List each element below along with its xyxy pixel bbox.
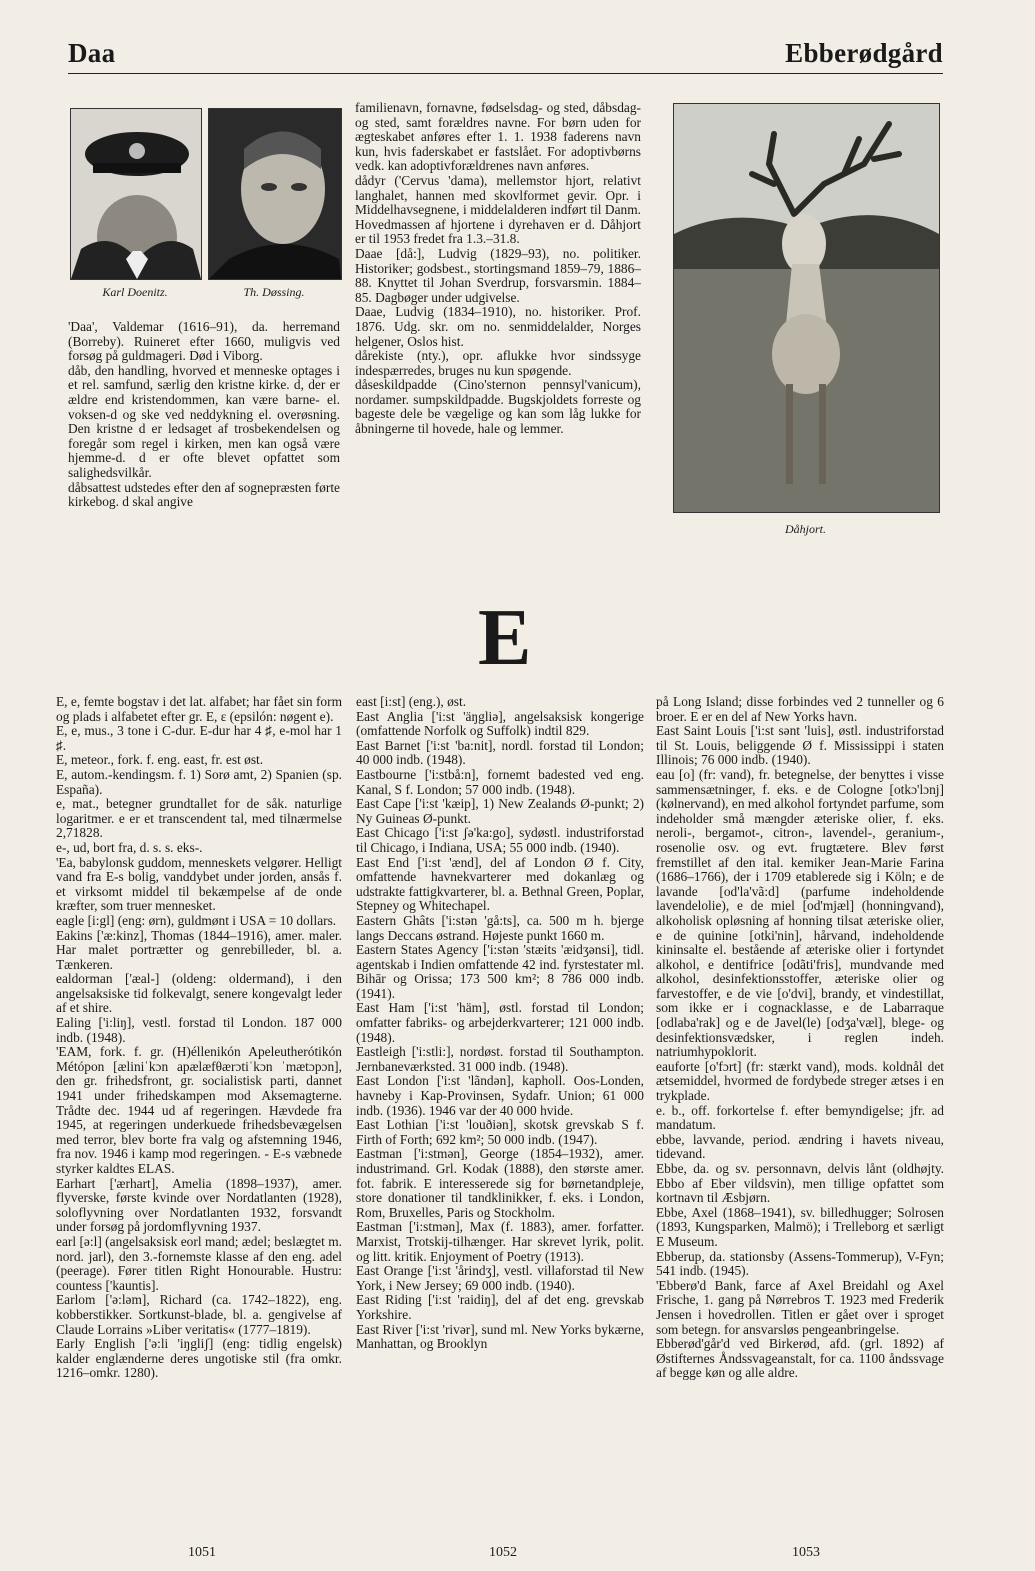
entry-east-end: East End ['i:st 'ænd], del af London Ø f. City, omfattende havnekvarterer med dokanlæg og udstrakte fattigkvarterer, bl. a. Bethnal Green, Poplar, Stepney og Whitechapel. — [356, 854, 644, 914]
entry-e-mat: e, mat., betegner grundtallet for de såk. naturlige logaritmer. e er et transcendent tal, med tilnærmelse 2,71828. — [56, 796, 342, 841]
entry-daarekiste: dårekiste (nty.), opr. aflukke hvor sindssyge indespærredes, bruges nu kun spøgende. — [355, 348, 641, 378]
header-left-word: Daa — [68, 38, 116, 68]
entry-eb: e. b., off. forkortelse f. efter bemyndigelse; jfr. ad mandatum. — [656, 1102, 944, 1133]
bottom-column-3 — [656, 695, 944, 1381]
entry-daabsattest: dåbsattest udstedes efter den af sognepræsten førte kirkebog. d skal angive — [68, 479, 340, 510]
entry-daab: dåb, den handling, hvorved et menneske optages i et rel. samfund, særlig den kristne kirke. d, der er ældre end kristendommen, kan være barne- el. voksen-d og ske ved neddykning el. overøsning. Den kristne d er ledsaget af trosbekendelsen og foregår som regel i kirken, men kan også være hjemme-d. d er ofte blevet opfattet som salighedsvilkår. — [68, 362, 340, 480]
top-column-2 — [355, 101, 641, 437]
entry-e-prefix: e-, ud, bort fra, d. s. s. eks-. — [56, 839, 203, 855]
page-number-right: 1053 — [792, 1545, 820, 1560]
entry-east-orange: East Orange ['i:st 'årindʒ], vestl. villaforstad til New York, i New Jersey; 69 000 indb. (1940). — [356, 1263, 644, 1293]
entry-daadyr: dådyr ('Cervus 'dama), mellemstor hjort, relativt langhalet, hannen med skovlformet gevir. Opr. i Middelhavsegnene, i middelalderen indført til Danm. Hovedmassen af hjortene i dyrehaven er d. Dåhjort er til 1953 fredet fra 1.3.–31.8. — [355, 172, 641, 247]
entry-east-lothian: East Lothian ['i:st 'louðiən], skotsk grevskab S f. Firth of Forth; 692 km²; 50 000 indb. (1947). — [356, 1117, 644, 1147]
entry-e-mus: E, e, mus., 3 tone i C-dur. E-dur har 4 ♯, e-mol har 1 ♯. — [56, 723, 342, 753]
caption-daahjort: Dåhjort. — [784, 522, 826, 536]
entry-earl: earl [ə:l] (angelsaksisk eorl mand; ædel; beslægtet m. nord. jarl), den 3.-fornemste klasse af den eng. adel (peerage). Fører titlen Right Honourable. Hustru: countess ['kauntis]. — [56, 1233, 342, 1293]
entry-east-river-cont: på Long Island; disse forbindes ved 2 tunneller og 6 broer. E er en del af New Yorks havn. — [656, 694, 944, 724]
entry-ebbe-lavvande: ebbe, lavvande, period. ændring i havets niveau, tidevand. — [656, 1131, 944, 1162]
entry-ebberod-bank: 'Ebberø'd Bank, farce af Axel Breidahl og Axel Frische, 1. gang på Nørrebros T. 1923 med Frederik Jensen i hovedrollen. Titlen er gået over i sproget som betegn. for ansvarsløs pengeanbringelse. — [656, 1277, 944, 1337]
entry-daaseskildpadde: dåseskildpadde (Cino'sternon pennsyl'vanicum), nordamer. sumpskildpadde. Bugskjoldets forreste og bageste dele be vægelige og kan som låg lukke for åbningerne til hovede, hale og lemmer. — [355, 377, 641, 437]
fallow-deer-photo — [673, 103, 940, 513]
entry-ealing: Ealing ['i:liŋ], vestl. forstad til London. 187 000 indb. (1948). — [56, 1015, 342, 1045]
caption-dossing: Th. Døssing. — [243, 285, 305, 299]
entry-ebberup: Ebberup, da. stationsby (Assens-Tommerup), V-Fyn; 541 indb. (1945). — [656, 1248, 944, 1279]
entry-ea: 'Ea, babylonsk guddom, menneskets velgører. Helligt vand fra E-s bolig, vanddybet under jorden, ansås f. et virksomt middel til bekæmpelse af de onde kræfter, som truer mennesket. — [56, 854, 342, 914]
entry-eastern-ghats: Eastern Ghâts ['i:stən 'gå:ts], ca. 500 m h. bjerge langs Deccans østrand. Højeste punkt 1660 m. — [356, 912, 644, 943]
entry-eakins: Eakins ['æ:kinz], Thomas (1844–1916), amer. maler. Har malet portrætter og genrebilleder, bl. a. Tænkeren. — [56, 927, 342, 972]
entry-early-english: Early English ['ə:li 'iŋgliʃ] (eng: tidlig engelsk) kalder englænderne deres ungotiske stil (fra omkr. 1216–omkr. 1280). — [56, 1336, 342, 1381]
entry-daa-valdemar: 'Daa', Valdemar (1616–91), da. herremand (Borreby). Ruineret efter 1660, muligvis ved forsøg på guldmageri. Død i Viborg. — [68, 319, 340, 364]
portrait-photo-dossing — [208, 108, 342, 280]
entry-east-barnet: East Barnet ['i:st 'ba:nit], nordl. forstad til London; 40 000 indb. (1948). — [356, 737, 644, 768]
entry-east-chicago: East Chicago ['i:st ʃə'ka:go], sydøstl. industriforstad til Chicago, i Indiana, USA; 55 000 indb. (1940). — [356, 825, 644, 855]
entry-eastleigh: Eastleigh ['i:stli:], nordøst. forstad til Southampton. Jernbaneværksted. 31 000 indb. (1948). — [356, 1044, 644, 1074]
entry-earhart: Earhart ['ærhart], Amelia (1898–1937), amer. flyverske, første kvinde over Nordatlanten (1928), soloflyvning over Nordatlanten 1932, forsvandt under forsøg på jordomflyvning 1937. — [56, 1175, 342, 1235]
entry-east-saint-louis: East Saint Louis ['i:st sənt 'luis], østl. industriforstad til St. Louis, beliggende Ø f. Mississippi i staten Illinois; 76 000 indb. (1940). — [656, 723, 944, 768]
header-right-word: Ebberødgård — [785, 38, 943, 68]
page-number-left: 1051 — [188, 1545, 216, 1560]
caption-doenitz: Karl Doenitz. — [102, 285, 168, 299]
entry-ealdorman: ealdorman ['æal-] (oldeng: oldermand), i den angelsaksiske tid folkevalgt, senere kongevalgt leder af et shire. — [56, 971, 342, 1016]
entry-e-meteor: E, meteor., fork. f. eng. east, fr. est øst. — [56, 752, 264, 768]
entry-east: east [i:st] (eng.), øst. — [356, 694, 467, 709]
entry-eau: eau [o] (fr: vand), fr. betegnelse, der benyttes i visse sammensætninger, f. eks. e de Cologne [otkɔ'lɔnj] (kølnervand), en med alkohol fortyndet parfume, som indeholder små mængder æteriske olier, f. eks. neroli-, bergamot-, citron-, lavendel-, geranium-, rosenolie osv. og evt. frugtætere. Blev først fremstillet af den ital. kemiker Jean-Marie Farina (1686–1766), der i 1709 etablerede sig i Köln; e de lavande [od'la'vã:d] (parfume indeholdende lavendelolie), e de miel [od'mjæl] (honningvand), alkoholisk opløsning af honning tilsat æteriske olier, e de quinine [otki'nin], hårvand, indeholdende kininsalte el. bestående af æteriske olier i fortyndet alkohol, e dentifrice [odãti'fris], mundvande med alkohol, desinfektionsstoffer, æteriske olier og farvestoffer, e de vie [o'dvi], brandy, et vindestillat, som ikke er i cognacklasse, e de Labarraque [odlaba'rak] og e de Javel(le) [odʒa'væl], blege- og desinfektionsvædsker, i reglen indeh. natriumhypoklorit. — [656, 766, 944, 1060]
header-rule — [68, 73, 943, 74]
bottom-column-1 — [56, 695, 342, 1381]
entry-ebberodgaard: Ebberød'går'd ved Birkerød, afd. (grl. 1892) af Østifternes Åndssvageanstalt, for ca. 1100 åndssvage af begge køn og alle aldre. — [656, 1336, 944, 1381]
entry-eagle: eagle [i:gl] (eng: ørn), guldmønt i USA = 10 dollars. — [56, 912, 337, 928]
entry-east-riding: East Riding ['i:st 'raidiŋ], del af det eng. grevskab Yorkshire. — [356, 1292, 644, 1322]
entry-eam: 'EAM, fork. f. gr. (H)éllenikón Apeleutherótikón Métópon [æliniˈkɔn apælæfθærɔtiˈkɔn ˈmætɔpɔn], den gr. frihedsfront, gr. socialistisk parti, dannet 1941 under frihedskampen mod Aksemagterne. Trådte dec. 1944 ud af regeringen. Hævdede fra 1945, at regeringen underkuede frihedsbevægelsen med terror, blev borte fra valg og afstemning 1946, fra nov. 1946 i kamp mod regeringen. - E-s væbnede styrker kaldtes ELAS. — [56, 1044, 342, 1176]
entry-eastman-george: Eastman ['i:stmən], George (1854–1932), amer. industrimand. Grl. Kodak (1888), den største amer. fot. fabrik. E interesserede sig for børnetandpleje, store donationer til tandklinikker, f. eks. i London, Rom, Bruxelles, Paris og Stockholm. — [356, 1146, 644, 1220]
entry-east-ham: East Ham ['i:st 'häm], østl. forstad til London; omfatter fabriks- og arbejderkvarterer; 121 000 indb. (1948). — [356, 1000, 644, 1045]
entry-eastman-max: Eastman ['i:stmən], Max (f. 1883), amer. forfatter. Marxist, Trotskij-tilhænger. Har skrevet lyrik, polit. og litt. kritik. Enjoyment of Poetry (1913). — [356, 1219, 644, 1264]
entry-eastbourne: Eastbourne ['i:stbå:n], fornemt badested ved eng. Kanal, S f. London; 57 000 indb. (1948). — [356, 766, 644, 797]
entry-east-london: East London ['i:st 'lãndən], kapholl. Oos-Londen, havneby i Kap-Provinsen, Sydafr. Union; 61 000 indb. (1936). 1946 var der 40 000 hvide. — [356, 1073, 644, 1118]
entry-eauforte: eauforte [o'fɔrt] (fr: stærkt vand), mods. koldnål det ætsemiddel, hvormed de fordybede streger ætses i en trykplade. — [656, 1058, 944, 1104]
entry-eastern-states-agency: Eastern States Agency ['i:stən 'stæits 'æidʒənsi], tidl. agentskab i Indien omfattende 42 ind. fyrstestater ml. Bihār og Orissa; 173 500 km²; 8 786 000 indb. (1941). — [356, 942, 644, 1001]
entry-daabsattest-cont: familienavn, fornavne, fødselsdag- og sted, dåbsdag- og sted, samt forældres navne. For børn uden for ægteskabet anføres efter 1. 1. 1938 faderens navn kun, hvis faderskabet er fastslået. For adoptivbørns vedk. kan adoptivforældrenes navn anføres. — [355, 100, 641, 174]
entry-east-river: East River ['i:st 'rivər], sund ml. New Yorks bykærne, Manhattan, og Brooklyn — [356, 1321, 644, 1352]
entry-e-autom: E, autom.-kendingsm. f. 1) Sorø amt, 2) Spanien (sp. España). — [56, 766, 342, 797]
portrait-photo-doenitz — [70, 108, 202, 280]
entry-daae-1834: Daae, Ludvig (1834–1910), no. historiker. Prof. 1876. Udg. skr. om no. senmiddelalder, Norges helgener, Oslos hist. — [355, 304, 641, 349]
entry-earlom: Earlom ['ə:ləm], Richard (ca. 1742–1822), eng. kobberstikker. Sortkunst-blade, bl. a. gengivelse af Claude Lorrains »Liber veritatis« (1777–1819). — [56, 1292, 342, 1337]
entry-e-letter: E, e, femte bogstav i det lat. alfabet; har fået sin form og plads i alfabetet efter gr. E, ε (epsilón: nøgent e). — [56, 694, 342, 724]
entry-east-anglia: East Anglia ['i:st 'äŋgliə], angelsaksisk kongerige (omfattende Norfolk og Suffolk) indtil 829. — [356, 708, 644, 739]
entry-daae-1829: Daae [då:], Ludvig (1829–93), no. politiker. Historiker; godsbest., stortingsmand 1859–79, 1886–88. Knyttet til Johan Sverdrup, forsvarsmin. 1884–85. Dagbøger under udgivelse. — [355, 245, 641, 305]
top-column-1 — [68, 320, 340, 510]
entry-ebbe-axel: Ebbe, Axel (1868–1941), sv. billedhugger; Solrosen (1893, Kungsparken, Malmö); i Trelleborg et særligt E Museum. — [656, 1204, 944, 1249]
entry-east-cape: East Cape ['i:st 'kæip], 1) New Zealands Ø-punkt; 2) Ny Guineas Ø-punkt. — [356, 796, 644, 826]
entry-ebbe-navn: Ebbe, da. og sv. personnavn, delvis lånt (oldhøjty. Ebbo af Eber vildsvin), men tillige opfattet som kortnavn til Æsbjørn. — [656, 1161, 944, 1206]
section-letter-e: E — [478, 594, 532, 682]
bottom-column-2 — [356, 695, 644, 1352]
page-number-middle: 1052 — [489, 1545, 517, 1560]
